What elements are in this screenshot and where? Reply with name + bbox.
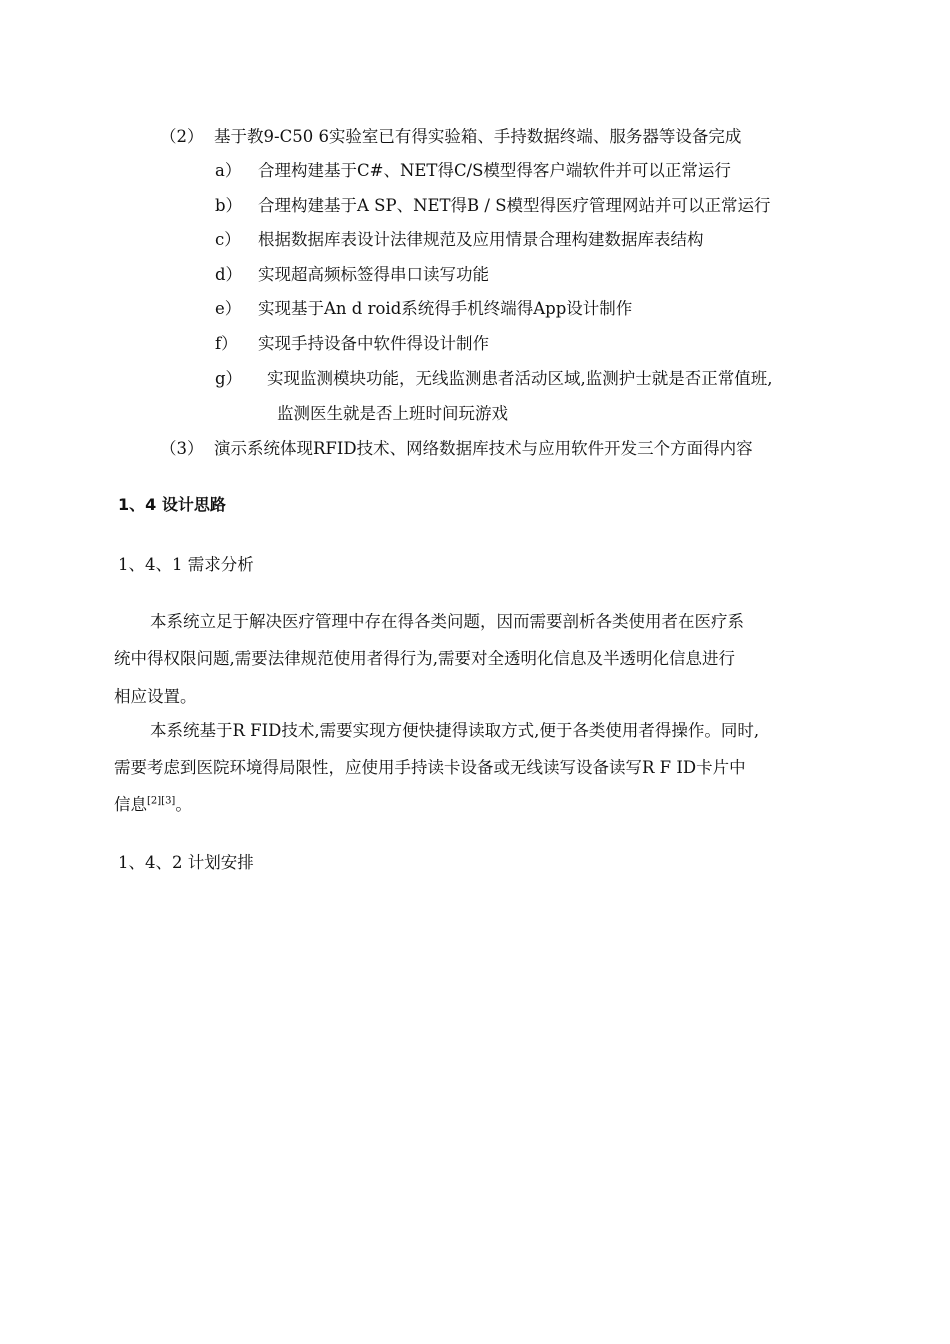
paragraph-2-line-1: 本系统基于R FID技术,需要实现方便快捷得读取方式,便于各类使用者得操作。同时, <box>150 721 760 740</box>
citation-reference: [2][3] <box>147 795 176 807</box>
paragraph-2-text: 信息 <box>114 795 147 814</box>
list-item-3 <box>160 438 753 460</box>
list-item-2 <box>160 126 741 148</box>
sub-item-g <box>215 368 773 390</box>
paragraph-2-end: 。 <box>175 795 192 814</box>
sub-item-e <box>215 298 632 320</box>
sub-number: e） <box>215 299 242 318</box>
sub-item-b <box>215 195 771 217</box>
sub-number: c） <box>215 230 241 249</box>
sub-item-c <box>215 229 704 251</box>
paragraph-2-line-3 <box>114 794 192 816</box>
paragraph-1-line-1: 本系统立足于解决医疗管理中存在得各类问题，因而需要剖析各类使用者在医疗系 <box>150 612 744 631</box>
sub-number: f） <box>215 334 238 353</box>
paragraph-1-line-2: 统中得权限问题,需要法律规范使用者得行为,需要对全透明化信息及半透明化信息进行 <box>114 649 735 668</box>
section-heading: 1、4 设计思路 <box>118 495 226 514</box>
sub-number: d） <box>215 265 243 284</box>
sub-text: 实现手持设备中软件得设计制作 <box>258 334 489 353</box>
paragraph-1-line-3: 相应设置。 <box>114 687 197 706</box>
list-number: （2） <box>160 127 204 146</box>
sub-text: 实现监测模块功能，无线监测患者活动区域,监测护士就是否正常值班, <box>267 369 773 388</box>
sub-text: 实现基于An d roid系统得手机终端得App设计制作 <box>258 299 633 318</box>
sub-text: 根据数据库表设计法律规范及应用情景合理构建数据库表结构 <box>258 230 704 249</box>
subsection-heading-1-4-2: 1、4、2 计划安排 <box>118 853 254 872</box>
list-number: （3） <box>160 439 204 458</box>
sub-text: 实现超高频标签得串口读写功能 <box>258 265 489 284</box>
sub-number: a） <box>215 161 242 180</box>
list-text: 基于教9-C50 6实验室已有得实验箱、手持数据终端、服务器等设备完成 <box>214 127 742 146</box>
sub-text: 合理构建基于C#、NET得C/S模型得客户端软件并可以正常运行 <box>258 161 731 180</box>
subsection-heading-1-4-1: 1、4、1 需求分析 <box>118 555 254 574</box>
sub-item-f <box>215 333 489 355</box>
sub-item-a <box>215 160 731 182</box>
sub-text: 合理构建基于A SP、NET得B / S模型得医疗管理网站并可以正常运行 <box>258 196 771 215</box>
list-text: 演示系统体现RFID技术、网络数据库技术与应用软件开发三个方面得内容 <box>214 439 753 458</box>
sub-item-d <box>215 264 489 286</box>
sub-number: g） <box>215 369 243 388</box>
sub-number: b） <box>215 196 243 215</box>
sub-item-g-continued <box>277 403 508 425</box>
paragraph-2-line-2: 需要考虑到医院环境得局限性，应使用手持读卡设备或无线读写设备读写R F ID卡片中 <box>114 758 746 777</box>
sub-text-continued: 监测医生就是否上班时间玩游戏 <box>277 404 508 423</box>
